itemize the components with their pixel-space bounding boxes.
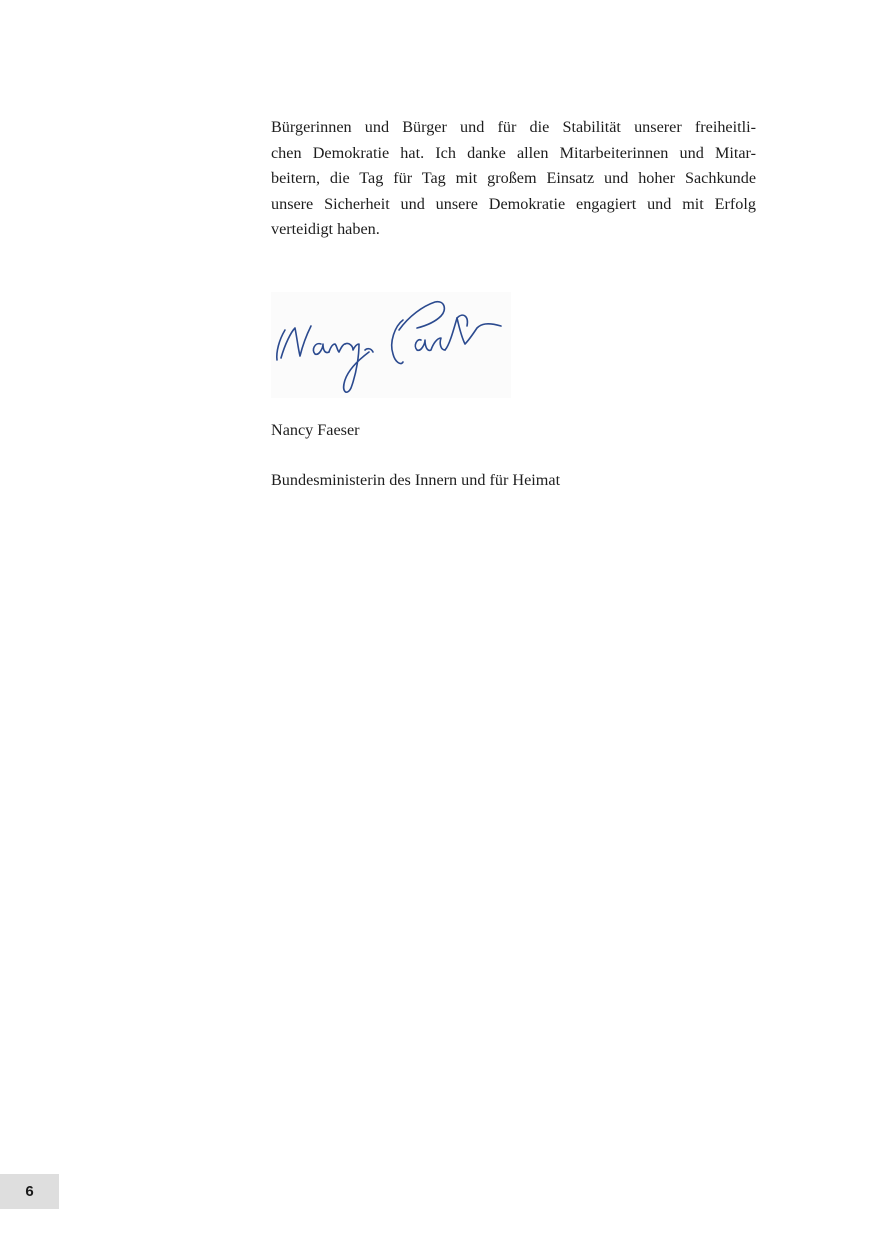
paragraph-line: unsere Sicherheit und unsere Demokratie engagiert und mit Erfolg <box>271 194 756 213</box>
closing-paragraph <box>271 115 756 243</box>
page-number-tab <box>0 1174 59 1209</box>
paragraph-line: verteidigt haben. <box>271 220 380 238</box>
page-number: 6 <box>25 1183 34 1200</box>
signature-image <box>271 292 511 398</box>
handwritten-signature <box>271 292 511 398</box>
signer-name: Nancy Faeser <box>271 421 360 439</box>
paragraph-line: Bürgerinnen und Bürger und für die Stabilität unserer freiheitli- <box>271 118 756 136</box>
paragraph-line: beitern, die Tag für Tag mit großem Einsatz und hoher Sachkunde <box>271 169 756 187</box>
signer-title: Bundesministerin des Innern und für Heimat <box>271 471 561 489</box>
paragraph-line: chen Demokratie hat. Ich danke allen Mitarbeiterinnen und Mitar- <box>271 143 756 162</box>
